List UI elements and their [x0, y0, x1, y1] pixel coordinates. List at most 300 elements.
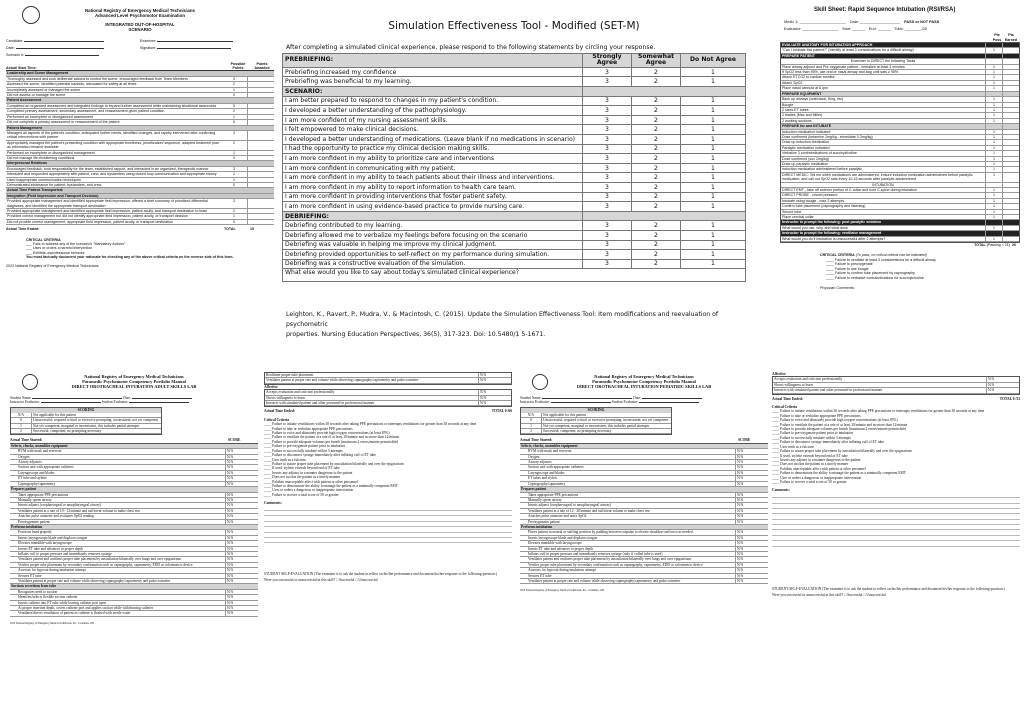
unsuccessful-checkbox[interactable]: □ Unsuccessful — [355, 577, 378, 582]
do-not-agree-option[interactable]: 1 — [681, 96, 746, 106]
crit-item[interactable]: ____ Exhibits unacceptable affect with patient or other personnel — [772, 466, 866, 471]
skill-score[interactable]: N/A — [225, 509, 258, 513]
scenario-field[interactable] — [25, 55, 99, 56]
crit-item[interactable]: ____ Exhibits unacceptable affect with patient or other personnel — [264, 479, 358, 484]
scoring-desc: Successful; competent; no prompting necessary — [31, 429, 161, 433]
possible-points: 3 — [233, 130, 235, 135]
skill-score[interactable]: N/A — [225, 498, 258, 502]
awarded-points[interactable] — [247, 104, 274, 108]
crit-text: Failure to ventilate the patient at a rate of at least 10/minute and no more than 12/minute — [272, 435, 400, 440]
start-field[interactable]: Start: ______ — [842, 26, 865, 31]
student-label: Student Name: — [520, 395, 542, 400]
crit-item[interactable]: ____ Uses teeth as a fulcrum — [772, 444, 814, 449]
rsi-earned[interactable] — [1002, 188, 1019, 192]
rsi-total-passing: (Passing = 21) — [986, 243, 1010, 248]
crit-title: Critical Criteria — [264, 417, 290, 422]
statement-text: I developed a better understanding of the pathophysiology. — [283, 106, 583, 116]
skill-score[interactable]: N/A — [735, 482, 768, 486]
somewhat-agree-option[interactable]: 2 — [632, 144, 681, 154]
skill-score[interactable]: N/A — [735, 476, 768, 480]
rsi-step-text: Paralytic medication indicated — [782, 145, 830, 150]
awarded-points[interactable] — [247, 131, 274, 140]
strongly-agree-option[interactable]: 3 — [583, 230, 632, 240]
awarded-points[interactable] — [247, 183, 274, 187]
awarded-points[interactable] — [247, 120, 274, 124]
scoring-desc: Not applicable for this patient — [541, 413, 671, 417]
skill-text: Capnography/capnometry — [528, 481, 566, 486]
statement-row — [283, 67, 746, 77]
awarded-points[interactable] — [247, 199, 274, 208]
rsi-critical-text: Failure to ventilate at least 3 considerations for a difficult airway — [835, 257, 936, 262]
crit-item[interactable]: ____ Failure to demonstrate the ability to manage the patient as a minimally competent EMT — [264, 483, 398, 488]
section-name: DEBRIEFING: — [283, 211, 583, 221]
somewhat-agree-option[interactable]: 2 — [632, 125, 681, 135]
somewhat-agree-option[interactable]: 2 — [632, 250, 681, 260]
crit-list — [264, 422, 512, 497]
awarded-points[interactable] — [247, 141, 274, 150]
scoring-code: 2 — [20, 429, 22, 434]
do-not-agree-option[interactable]: 1 — [681, 240, 746, 250]
crit-item[interactable]: ____ If used, stylette extends beyond end of ET tube — [772, 453, 848, 458]
comments-box[interactable] — [264, 506, 512, 568]
medic-field[interactable]: Medic 1: ______________________ — [784, 20, 846, 25]
somewhat-agree-option[interactable]: 2 — [632, 154, 681, 164]
rsi-critical-item[interactable]: ____ Failure to preoxygenate — [826, 262, 873, 267]
strongly-agree-option[interactable]: 3 — [583, 77, 632, 87]
skill-score[interactable]: N/A — [735, 568, 768, 572]
skill-score[interactable]: N/A — [735, 460, 768, 464]
criteria-text: Provided appropriate management and identified appropriate field impression, patient acuity, and transport destination to team — [7, 209, 208, 213]
crit-text: Uses teeth as a fulcrum — [272, 457, 306, 462]
end-field[interactable]: End: ______ — [868, 26, 891, 31]
end-label: Actual Time Ended: — [772, 396, 804, 401]
crit-item[interactable]: ____ Does not suction the patient in a timely manner — [264, 475, 341, 480]
rsi-earned[interactable] — [1002, 204, 1019, 208]
rsi-earned[interactable] — [1002, 97, 1019, 101]
crit-item[interactable]: ____ Failure to successfully intubate within 3 attempts — [264, 448, 343, 453]
do-not-agree-option[interactable]: 1 — [681, 192, 746, 202]
rsi-earned[interactable] — [1002, 173, 1019, 182]
affective-rows — [772, 376, 1020, 394]
rsi-critical-item[interactable]: ____ Failure to confirm tube placement by capnography — [826, 271, 915, 276]
rsi-step-text: Place nasal cannula at 6 lpm — [782, 86, 828, 91]
statement-text: I felt empowered to make clinical decisions. — [283, 125, 583, 135]
skill-score[interactable]: N/A — [735, 552, 768, 556]
skill-score[interactable]: N/A — [225, 503, 258, 507]
skill-score[interactable]: N/A — [225, 536, 258, 540]
skill-score[interactable]: N/A — [478, 390, 511, 394]
somewhat-agree-option[interactable]: 2 — [632, 96, 681, 106]
rsi-points: 1 — [985, 113, 1002, 117]
somewhat-agree-option[interactable]: 2 — [632, 202, 681, 212]
rsi-earned[interactable] — [1002, 220, 1019, 224]
rsi-earned[interactable] — [1002, 151, 1019, 155]
rsi-earned[interactable] — [1002, 124, 1019, 128]
crit-item[interactable]: ____ Failure to provide adequate volumes per breath [maximum 2 errors/minute permissible] — [772, 427, 907, 432]
somewhat-agree-option[interactable]: 2 — [632, 77, 681, 87]
rsi-earned[interactable] — [1002, 231, 1019, 235]
pass-label: PASS or NOT PASS — [904, 20, 940, 25]
awarded-points[interactable] — [247, 82, 274, 86]
rsi-earned[interactable] — [1002, 86, 1019, 90]
statement-text: Debriefing allowed me to verbalize my feelings before focusing on the scenario — [283, 230, 583, 240]
somewhat-agree-option[interactable]: 2 — [632, 240, 681, 250]
do-not-agree-option[interactable]: 1 — [681, 67, 746, 77]
rsi-earned[interactable] — [1002, 81, 1019, 85]
total-field[interactable]: Total: ________/28 — [894, 26, 927, 31]
skill-score[interactable]: N/A — [225, 590, 258, 594]
crit-item[interactable]: ____ Failure to assure proper tube placement by auscultation bilaterally and over the epigastrium — [772, 449, 912, 454]
rsi-earned[interactable] — [1002, 92, 1019, 96]
awarded-points[interactable] — [247, 178, 274, 182]
crit-text: Failure to successfully intubate within 3 attempts — [272, 448, 343, 453]
somewhat-agree-option[interactable]: 2 — [632, 182, 681, 192]
skill-score[interactable]: N/A — [478, 401, 511, 405]
rsi-points: 1 — [985, 97, 1002, 101]
rsi-points: 1 — [985, 108, 1002, 112]
skill-score[interactable]: N/A — [225, 547, 258, 551]
do-not-agree-option[interactable]: 1 — [681, 259, 746, 269]
rsi-earned[interactable] — [1002, 70, 1019, 74]
skill-score[interactable]: N/A — [225, 514, 258, 518]
do-not-agree-option[interactable]: 1 — [681, 134, 746, 144]
skill-score[interactable]: N/A — [735, 557, 768, 561]
somewhat-agree-option[interactable]: 2 — [632, 230, 681, 240]
skill-score[interactable]: N/A — [735, 547, 768, 551]
crit-item[interactable]: ____ Failure to initiate ventilations within 30 seconds after taking PPE precautions or interrupts ventilations for greater than 30 seconds at any time — [772, 409, 985, 414]
awarded-points[interactable] — [247, 167, 274, 171]
examiner-field[interactable] — [157, 41, 233, 42]
strongly-agree-option[interactable]: 3 — [583, 67, 632, 77]
skill-score[interactable]: N/A — [225, 471, 258, 475]
strongly-agree-option[interactable]: 3 — [583, 192, 632, 202]
rsi-points: 1 — [985, 103, 1002, 107]
do-not-agree-option[interactable]: 1 — [681, 144, 746, 154]
crit-item[interactable]: ____ Failure to pre-oxygenate patient prior to intubation — [264, 444, 346, 449]
skill-score[interactable]: N/A — [986, 388, 1019, 392]
rsi-earned[interactable] — [1002, 162, 1019, 166]
somewhat-agree-option[interactable]: 2 — [632, 134, 681, 144]
skill-text: Shows willingness to learn — [266, 395, 305, 400]
crit-item[interactable]: ____ Failure to ventilate the patient at a rate of at least 10/minute and no more than 12/minute — [264, 435, 400, 440]
strongly-agree-option[interactable]: 3 — [583, 154, 632, 164]
awarded-points[interactable] — [247, 220, 274, 224]
strongly-agree-option[interactable]: 3 — [583, 115, 632, 125]
criteria-text: Managed all aspects of the patient's condition, anticipated further needs, identified changes, and rapidly intervened after confirming critical interventions with partner — [7, 130, 216, 140]
date-label: Date: — [633, 395, 642, 400]
strongly-agree-option[interactable]: 3 — [583, 96, 632, 106]
rsi-earned[interactable] — [1002, 140, 1019, 144]
skill-score[interactable]: N/A — [225, 579, 258, 583]
rsi-earned[interactable] — [1002, 157, 1019, 161]
skill-score[interactable]: N/A — [225, 606, 258, 610]
skill-score[interactable]: N/A — [478, 378, 511, 382]
skill-score[interactable]: N/A — [225, 552, 258, 556]
skill-score[interactable]: N/A — [735, 493, 768, 497]
awarded-points[interactable] — [247, 172, 274, 176]
crit-item[interactable]: ____ Failure to take or verbalize appropriate PPE precautions — [264, 426, 353, 431]
somewhat-agree-option[interactable]: 2 — [632, 259, 681, 269]
rsi-critical-item[interactable]: ____ Failure to use bougie — [826, 266, 869, 271]
do-not-agree-option[interactable]: 1 — [681, 250, 746, 260]
date-field[interactable] — [642, 398, 702, 399]
setm-table — [282, 53, 746, 282]
somewhat-agree-option[interactable]: 2 — [632, 67, 681, 77]
rsi-earned[interactable] — [1002, 199, 1019, 203]
do-not-agree-option[interactable]: 1 — [681, 154, 746, 164]
skill-score[interactable]: N/A — [478, 396, 511, 400]
date-field[interactable] — [16, 48, 104, 49]
statement-text: I am more confident in communicating with my patient. — [283, 163, 583, 173]
rsi-earned[interactable] — [1002, 103, 1019, 107]
awarded-points[interactable] — [247, 93, 274, 97]
evaluator-field[interactable]: Evaluator: _________________ — [784, 26, 839, 31]
strongly-agree-option[interactable]: 3 — [583, 240, 632, 250]
strongly-agree-option[interactable]: 3 — [583, 250, 632, 260]
skill-score[interactable]: N/A — [225, 455, 258, 459]
crit-item[interactable]: ____ Failure to voice and ultimately provide high oxygen concentrations (at least 85%) — [264, 431, 390, 436]
skill-score[interactable]: N/A — [735, 465, 768, 469]
skill-score[interactable]: N/A — [225, 601, 258, 605]
skill-score[interactable]: N/A — [735, 563, 768, 567]
crit-item[interactable]: ____ Failure to successfully intubate within 3 attempts — [772, 435, 851, 440]
col-strongly-agree: Strongly Agree — [583, 54, 632, 68]
awarded-points[interactable] — [247, 109, 274, 113]
instructor-label: Instructor Evaluator: — [10, 400, 40, 405]
crit-item[interactable]: ____ Failure to pre-oxygenate patient prior to intubation — [772, 431, 854, 436]
do-not-agree-option[interactable]: 1 — [681, 173, 746, 183]
crit-item[interactable]: ____ Uses or orders a dangerous or inappropriate intervention — [772, 475, 862, 480]
crit-item[interactable]: ____ Failure to demonstrate the ability to manage the patient as a minimally competent EMT — [772, 471, 906, 476]
student-eval-field[interactable] — [129, 402, 189, 403]
somewhat-agree-option[interactable]: 2 — [632, 173, 681, 183]
somewhat-agree-option[interactable]: 2 — [632, 192, 681, 202]
rsi-critical-item[interactable]: ____ Failure to ventilate at least 3 considerations for a difficult airway — [826, 257, 936, 262]
crit-item[interactable]: ____ Failure to receive a total score of 50 or greater — [772, 479, 847, 484]
strongly-agree-option[interactable]: 3 — [583, 144, 632, 154]
awarded-points[interactable] — [247, 214, 274, 218]
skill-text: Suction unit with appropriate catheters — [528, 465, 584, 470]
crit-item[interactable]: ____ Failure to disconnect syringe immediately after inflating cuff of ET tube — [772, 440, 884, 445]
rsi-earned[interactable] — [1002, 119, 1019, 123]
page-footer: 2023 National Registry of Emergency Medical Technicians, Inc., Columbus, OH — [520, 589, 604, 593]
strongly-agree-option[interactable]: 3 — [583, 125, 632, 135]
strongly-agree-option[interactable]: 3 — [583, 221, 632, 231]
page-header-line: Paramedic Psychomotor Competency Portfolio Manual — [82, 379, 186, 385]
skill-score[interactable]: N/A — [225, 574, 258, 578]
awarded-points[interactable] — [247, 209, 274, 213]
do-not-agree-option[interactable]: 1 — [681, 230, 746, 240]
rsi-earned[interactable] — [1002, 135, 1019, 139]
rsi-earned[interactable] — [1002, 237, 1019, 241]
comments-box[interactable] — [772, 493, 1020, 583]
rsi-earned[interactable] — [1002, 193, 1019, 197]
awarded-points[interactable] — [247, 88, 274, 92]
statement-text: I am more confident in providing interventions that foster patient safety. — [283, 192, 583, 202]
strongly-agree-option[interactable]: 3 — [583, 173, 632, 183]
skill-score[interactable]: N/A — [225, 476, 258, 480]
skill-score[interactable]: N/A — [225, 493, 258, 497]
strongly-agree-option[interactable]: 3 — [583, 259, 632, 269]
rsi-earned[interactable] — [1002, 146, 1019, 150]
instructor-field[interactable] — [551, 402, 611, 403]
possible-points: 1 — [233, 214, 235, 219]
date-field[interactable] — [132, 398, 192, 399]
crit-item[interactable]: ____ Failure to assure proper tube placement by auscultation bilaterally and over the epigastrium — [264, 461, 404, 466]
student-eval-field[interactable] — [639, 402, 699, 403]
skill-score[interactable]: N/A — [225, 563, 258, 567]
instructor-field[interactable] — [41, 402, 101, 403]
rsi-step-text: INTUBATION — [872, 182, 894, 187]
crit-item[interactable]: ____ Does not suction the patient in a timely manner — [772, 462, 849, 467]
rsi-earned[interactable] — [1002, 226, 1019, 230]
skill-score[interactable]: N/A — [225, 449, 258, 453]
crit-item[interactable]: ____ Failure to disconnect syringe immediately after inflating cuff of ET tube — [264, 453, 376, 458]
date-field[interactable]: Date: ___________________ — [849, 20, 901, 25]
crit-item[interactable]: ____ Uses teeth as a fulcrum — [264, 457, 306, 462]
skill-score[interactable]: N/A — [225, 520, 258, 524]
skill-score[interactable]: N/A — [225, 611, 258, 615]
skill-score[interactable]: N/A — [735, 471, 768, 475]
rsi-earned[interactable] — [1002, 48, 1019, 52]
skill-text: Inserts laryngoscope blade and displaces tongue — [528, 535, 598, 540]
skill-score[interactable]: N/A — [225, 568, 258, 572]
student-field[interactable] — [542, 398, 632, 399]
awarded-points[interactable] — [247, 156, 274, 160]
rsi-earned[interactable] — [1002, 215, 1019, 219]
crit-item[interactable]: ____ Failure to ventilate the patient at a rate of at least 10/minute and no more than 12/minute — [772, 422, 908, 427]
crit-item[interactable]: ____ Failure to receive a total score of 50 or greater — [264, 492, 339, 497]
skill-score[interactable]: N/A — [735, 574, 768, 578]
actual-end-label: Actual Time Ended: — [6, 227, 40, 232]
do-not-agree-option[interactable]: 1 — [681, 125, 746, 135]
rsi-critical-text: Failure to verbalize contraindications for succinylcholine — [835, 275, 924, 280]
criteria-text: Interpersonal Relations — [7, 161, 47, 166]
skill-score[interactable]: N/A — [225, 460, 258, 464]
do-not-agree-option[interactable]: 1 — [681, 221, 746, 231]
critical-title: CRITICAL CRITERIA — [26, 237, 61, 242]
skill-score[interactable]: N/A — [735, 455, 768, 459]
nremt-seal-icon — [22, 374, 38, 390]
skill-score[interactable]: N/A — [735, 514, 768, 518]
section-fill — [583, 211, 746, 221]
crit-item[interactable]: ____ Uses or orders a dangerous or inappropriate intervention — [264, 488, 354, 493]
strongly-agree-option[interactable]: 3 — [583, 182, 632, 192]
skill-score[interactable]: N/A — [986, 377, 1019, 381]
crit-item[interactable]: ____ Failure to initiate ventilations within 30 seconds after taking PPE precautions or interrupts ventilations for greater than 30 seconds at any time — [264, 422, 477, 427]
crit-item[interactable]: ____ Inserts any adjunct in a manner dangerous to the patient — [772, 457, 861, 462]
rsi-earned[interactable] — [1002, 167, 1019, 171]
somewhat-agree-option[interactable]: 2 — [632, 106, 681, 116]
skill-score[interactable]: N/A — [735, 579, 768, 583]
skill-text: Interacts with simulated patient and other personnel in professional manner — [774, 388, 883, 393]
crit-item[interactable]: ____ Failure to take or verbalize appropriate PPE precautions — [772, 413, 861, 418]
skill-score[interactable]: N/A — [225, 541, 258, 545]
signature-field[interactable] — [157, 48, 231, 49]
rsi-earned[interactable] — [1002, 183, 1019, 187]
strongly-agree-option[interactable]: 3 — [583, 202, 632, 212]
skill-text: Recognizes need to suction — [18, 589, 58, 594]
skill-score[interactable]: N/A — [735, 498, 768, 502]
skill-score[interactable]: N/A — [225, 465, 258, 469]
skill-score[interactable]: N/A — [735, 520, 768, 524]
awarded-points[interactable] — [247, 77, 274, 81]
statement-text: Debriefing contributed to my learning. — [283, 221, 583, 231]
rsi-earned[interactable] — [1002, 108, 1019, 112]
strongly-agree-option[interactable]: 3 — [583, 163, 632, 173]
rsi-points: 1 — [985, 119, 1002, 123]
strongly-agree-option[interactable]: 3 — [583, 106, 632, 116]
awarded-points[interactable] — [247, 151, 274, 155]
do-not-agree-option[interactable]: 1 — [681, 106, 746, 116]
skill-score[interactable]: N/A — [225, 482, 258, 486]
do-not-agree-option[interactable]: 1 — [681, 202, 746, 212]
col-do-not-agree: Do Not Agree — [681, 54, 746, 68]
rsi-earned[interactable] — [1002, 65, 1019, 69]
rsi-earned[interactable] — [1002, 43, 1019, 47]
crit-item[interactable]: ____ Failure to provide adequate volumes per breath [maximum 2 errors/minute permissible] — [264, 439, 399, 444]
skill-row — [265, 378, 511, 383]
rsi-earned[interactable] — [1002, 59, 1019, 63]
skill-text: Inserts laryngoscope blade and displaces tongue — [18, 535, 88, 540]
self-eval: STUDENT SELF-EVALUATION (The examiner is to ask the student to reflect on his/her performance and document his/her response to the following question:) — [772, 586, 1005, 591]
skill-text: Manually opens airway — [528, 497, 562, 502]
skill-score[interactable]: N/A — [225, 530, 258, 534]
skill-text: Airway adjuncts — [528, 460, 552, 465]
strongly-agree-option[interactable]: 3 — [583, 134, 632, 144]
crit-item[interactable]: ____ If used, stylette extends beyond end of ET tube — [264, 466, 340, 471]
rsi-earned[interactable] — [1002, 130, 1019, 134]
candidate-field[interactable] — [24, 41, 104, 42]
rsi-earned[interactable] — [1002, 75, 1019, 79]
skill-score[interactable]: N/A — [478, 373, 511, 377]
crit-text: Does not suction the patient in a timely manner — [272, 475, 341, 480]
rsi-earned[interactable] — [1002, 210, 1019, 214]
skill-score[interactable]: N/A — [986, 383, 1019, 387]
rsi-comments: Physician Comments: — [820, 285, 855, 290]
successful-checkbox[interactable]: □ Successful — [843, 593, 863, 598]
do-not-agree-option[interactable]: 1 — [681, 163, 746, 173]
skill-score[interactable]: N/A — [735, 509, 768, 513]
somewhat-agree-option[interactable]: 2 — [632, 115, 681, 125]
skill-score[interactable]: N/A — [735, 536, 768, 540]
somewhat-agree-option[interactable]: 2 — [632, 221, 681, 231]
student-field[interactable] — [32, 398, 122, 399]
rsi-earned[interactable] — [1002, 54, 1019, 58]
rsi-step-text: Examiner to DIRECT the following Tasks — [850, 59, 916, 64]
somewhat-agree-option[interactable]: 2 — [632, 163, 681, 173]
crit-item[interactable]: ____ Inserts any adjunct in a manner dangerous to the patient — [264, 470, 353, 475]
do-not-agree-option[interactable]: 1 — [681, 115, 746, 125]
statement-row — [283, 250, 746, 260]
skill-score[interactable]: N/A — [735, 449, 768, 453]
rsi-earned[interactable] — [1002, 113, 1019, 117]
statement-row — [283, 106, 746, 116]
awarded-points[interactable] — [247, 115, 274, 119]
col-pts: Pts Poss — [992, 33, 1002, 42]
rsi-critical-item[interactable]: ____ Failure to verbalize contraindications for succinylcholine — [826, 275, 924, 280]
crit-item[interactable]: ____ Failure to voice and ultimately provide high oxygen concentrations (at least 85%) — [772, 418, 898, 423]
successful-checkbox[interactable]: □ Successful — [335, 577, 355, 582]
skill-score[interactable]: N/A — [735, 530, 768, 534]
do-not-agree-option[interactable]: 1 — [681, 77, 746, 87]
do-not-agree-option[interactable]: 1 — [681, 182, 746, 192]
skill-score[interactable]: N/A — [225, 557, 258, 561]
skill-score[interactable]: N/A — [735, 503, 768, 507]
skill-score[interactable]: N/A — [225, 595, 258, 599]
unsuccessful-checkbox[interactable]: □ Unsuccessful — [863, 593, 886, 598]
skill-score[interactable]: N/A — [735, 541, 768, 545]
